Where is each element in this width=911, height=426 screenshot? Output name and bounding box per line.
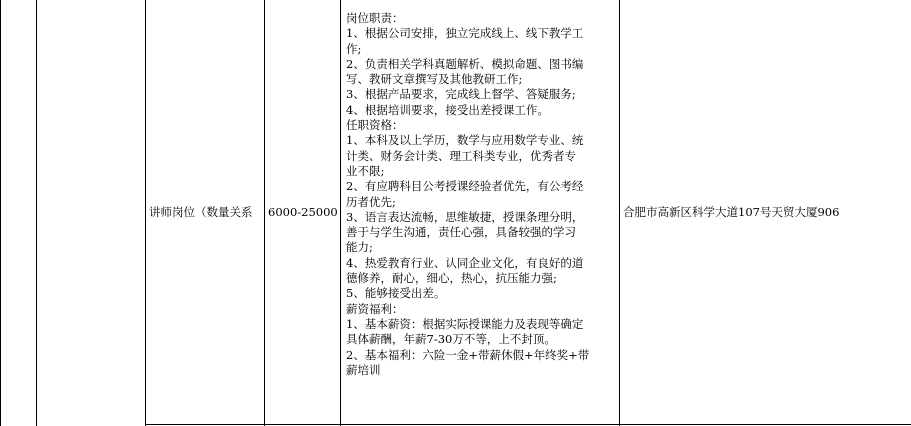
description-line: 4、热爱教育行业、认同企业文化，有良好的道 xyxy=(346,255,584,270)
description-line: 4、根据培训要求，接受出差授课工作。 xyxy=(346,102,549,117)
description-line: 具体薪酬，年薪7-30万不等，上不封顶。 xyxy=(346,332,556,347)
description-line: 业不限; xyxy=(346,163,385,178)
description-line: 薪资福利： xyxy=(346,301,404,316)
description-line: 历者优先; xyxy=(346,194,396,209)
description-line: 3、语言表达流畅，思维敏捷，授课条理分明， xyxy=(346,209,584,224)
description-line: 作; xyxy=(346,41,362,56)
salary-range: 6000-25000 xyxy=(268,205,338,219)
description-line: 写、教研文章撰写及其他教研工作; xyxy=(346,72,523,87)
description-line: 薪培训 xyxy=(346,362,381,377)
description-line: 2、基本福利：六险一金+带薪休假+年终奖+带 xyxy=(346,347,590,362)
description-line: 岗位职责： xyxy=(346,11,404,25)
description-line: 1、基本薪资：根据实际授课能力及表现等确定 xyxy=(346,316,584,331)
position-cell xyxy=(146,0,264,424)
description-line: 计类、财务会计类、理工科类专业，优秀者专 xyxy=(346,148,576,163)
description-line: 德修养，耐心，细心，热心，抗压能力强; xyxy=(346,271,557,286)
description-cell xyxy=(341,0,619,424)
description-line: 3、根据产品要求，完成线上督学、答疑服务; xyxy=(346,87,576,102)
description-line: 2、有应聘科目公考授课经验者优先，有公考经 xyxy=(346,179,584,194)
description-line: 5、能够接受出差。 xyxy=(346,286,446,301)
position-title: 讲师岗位（数量关系 xyxy=(149,205,253,219)
column-border xyxy=(36,0,37,426)
column-border xyxy=(0,0,1,426)
description-line: 善于与学生沟通，责任心强，具备较强的学习 xyxy=(346,225,576,240)
description-line: 2、负责相关学科真题解析、模拟命题、图书编 xyxy=(346,56,584,71)
description-line: 能力; xyxy=(346,240,373,255)
description-line: 任职资格： xyxy=(346,118,404,133)
address-cell xyxy=(620,0,910,424)
salary-cell xyxy=(265,0,340,424)
work-address: 合肥市高新区科学大道107号天贸大厦906 xyxy=(623,205,840,219)
row-border xyxy=(145,424,911,425)
description-line: 1、根据公司安排，独立完成线上、线下教学工 xyxy=(346,26,584,41)
job-description xyxy=(341,0,619,378)
description-line: 1、本科及以上学历，数学与应用数学专业、统 xyxy=(346,133,584,148)
